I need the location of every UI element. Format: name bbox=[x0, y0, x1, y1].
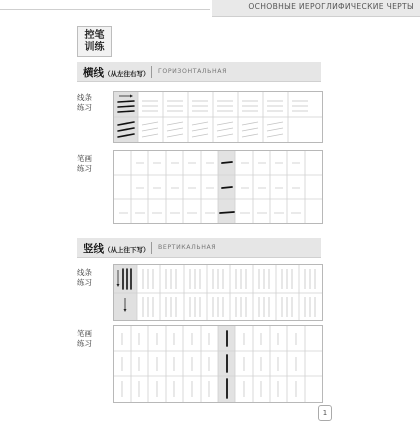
header-tab bbox=[212, 0, 420, 17]
faint-strokes bbox=[119, 163, 301, 213]
section-heading-vertical bbox=[77, 238, 321, 258]
running-header: ОСНОВНЫЕ ИЕРОГЛИФИЧЕСКИЕ ЧЕРТЫ bbox=[248, 2, 414, 11]
heading-separator bbox=[151, 66, 152, 78]
section-badge bbox=[77, 26, 112, 57]
page-number: 1 bbox=[318, 405, 332, 421]
header-rule bbox=[0, 9, 210, 10]
section-title: 竖线（从上往下写） bbox=[83, 243, 150, 255]
vertical-line-grid bbox=[113, 264, 323, 321]
heading-separator bbox=[151, 242, 152, 254]
section-title-ru: ГОРИЗОНТАЛЬНАЯ bbox=[158, 68, 227, 75]
section-title: 横线（从左往右写） bbox=[83, 67, 150, 79]
horizontal-line-grid bbox=[113, 91, 323, 143]
vertical-stroke-grid bbox=[113, 325, 323, 403]
example-cell bbox=[114, 265, 137, 320]
trace-lines bbox=[142, 101, 308, 137]
line-practice-label: 线条 练习 bbox=[77, 93, 92, 112]
horizontal-stroke-grid bbox=[113, 150, 323, 224]
line-practice-label: 线条 练习 bbox=[77, 268, 92, 287]
section-heading-horizontal bbox=[77, 62, 321, 82]
stroke-practice-label: 笔画 练习 bbox=[77, 329, 92, 348]
badge-line-2: 训练 bbox=[84, 41, 105, 53]
stroke-practice-label: 笔画 练习 bbox=[77, 154, 92, 173]
badge-line-1: 控笔 bbox=[84, 29, 105, 41]
section-title-ru: ВЕРТИКАЛЬНАЯ bbox=[158, 244, 217, 251]
